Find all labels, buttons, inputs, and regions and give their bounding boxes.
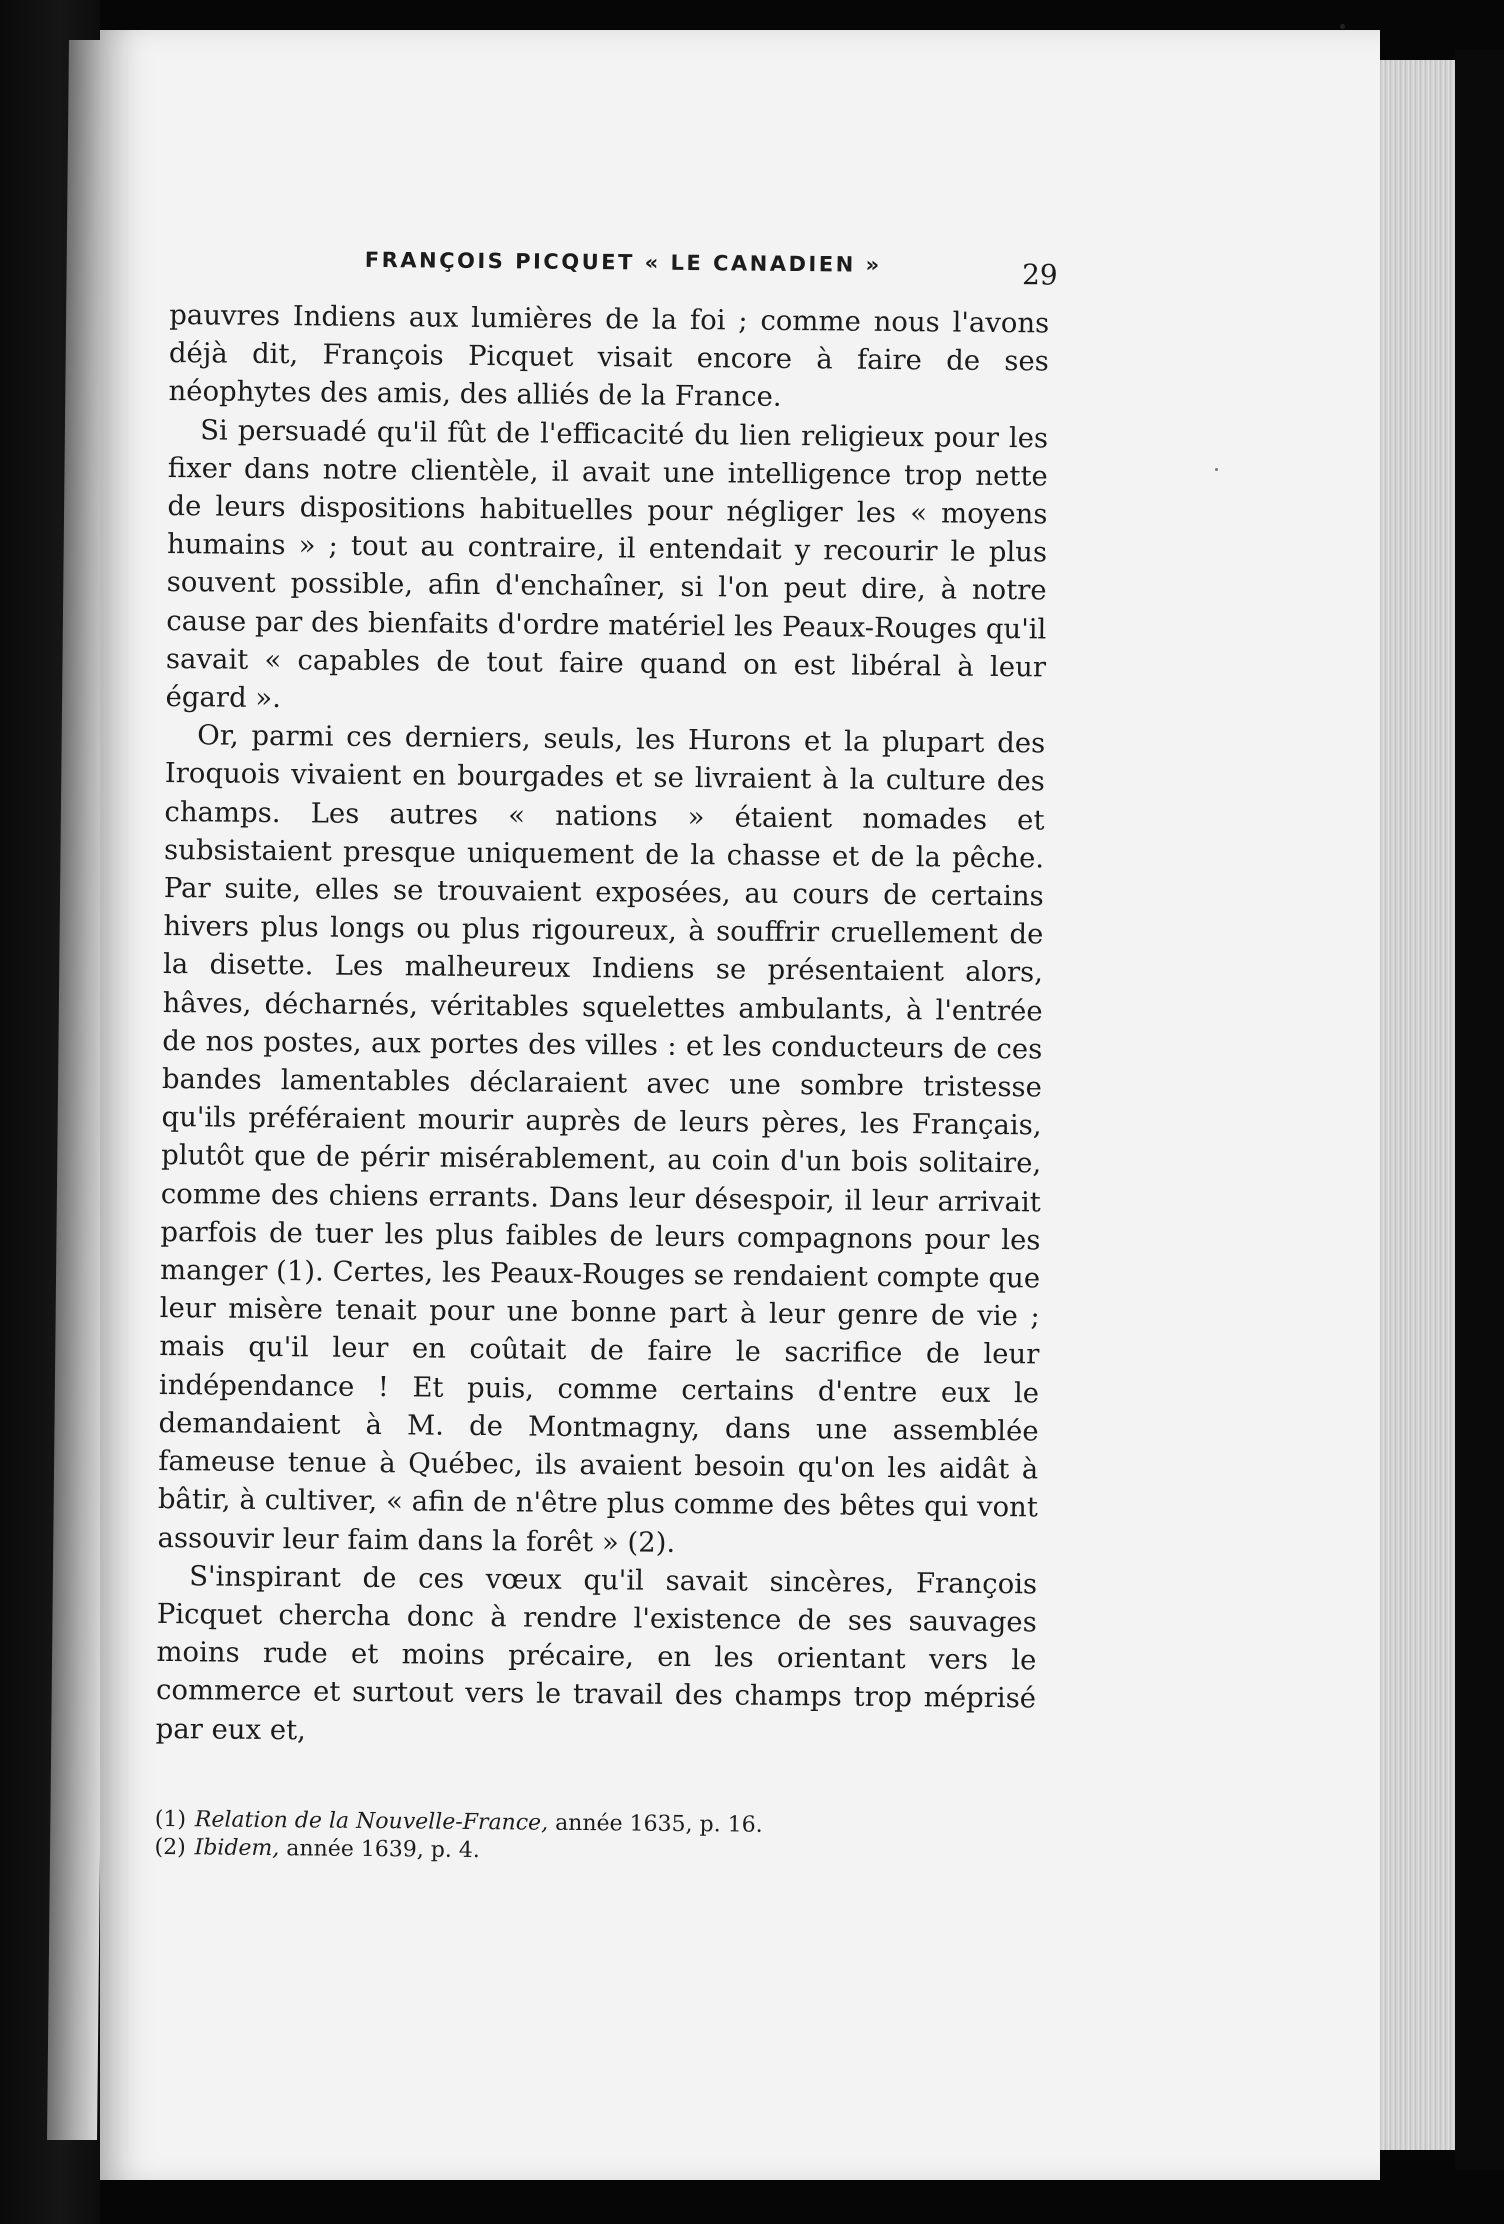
body-text [156, 296, 1050, 1756]
dust-speck [1340, 24, 1345, 29]
paragraph: Si persuadé qu'il fût de l'efficacité du lien religieux pour les fixer dans notre clientèle, il avait une intelligence trop nette de leurs dispositions habituelles pour négliger les « moyens humains » ; tout au contraire, il entendait y recourir le plus souvent possible, afin d'enchaîner, si l'on peut dire, à notre cause par des bienfaits d'ordre matériel les Peaux-Rouges qu'il savait « capables de tout faire quand on est libéral à leur égard ». [165, 413, 1049, 715]
paragraph: Or, parmi ces derniers, seuls, les Hurons et la plupart des Iroquois vivaient en bourgades et se livraient à la culture des champs. Les autres « nations » étaient nomades et subsistaient presque uniquement de la chasse et de la pêche. Par suite, elles se trouvaient exposées, au cours de certains hivers plus longs ou plus rigoureux, à souffrir cruellement de la disette. Les malheureux Indiens se présentaient alors, hâves, décharnés, véritables squelettes ambulants, à l'entrée de nos postes, aux portes des villes : et les conducteurs de ces bandes lamentables déclaraient avec une sombre tristesse qu'ils préféraient mourir auprès de leurs pères, les Français, plutôt que de périr misérablement, au coin d'un bois solitaire, comme des chiens errants. Dans leur désespoir, il leur arrivait parfois de tuer les plus faibles de leurs compagnons pour les manger (1). Certes, les Peaux-Rouges se rendaient compte que leur misère tenait pour une bonne part à leur genre de vie ; mais qu'il leur en coûtait de faire le sacrifice de leur indépendance ! Et puis, comme certains d'entre eux le demandaient à M. de Montmagny, dans une assemblée fameuse tenue à Québec, ils avaient besoin qu'on les aidât à bâtir, à cultiver, « afin de n'être plus comme des bêtes qui vont assouvir leur faim dans la forêt » (2). [157, 719, 1046, 1559]
footnote-mark: (1) [154, 1806, 187, 1832]
right-background [1455, 50, 1504, 2170]
page-content [154, 240, 1058, 1870]
footnote-title: Ibidem, [194, 1835, 280, 1861]
paragraph: S'inspirant de ces vœux qu'il savait sincères, François Picquet chercha donc à rendre l'existence de ses sauvages moins rude et moins précaire, en les orientant vers le commerce et surtout vers le travail des champs trop méprisé par eux et, [155, 1559, 1038, 1746]
footnote-title: Relation de la Nouvelle-France, [194, 1807, 549, 1836]
page-header [169, 240, 1058, 304]
running-head: FRANÇOIS PICQUET « LE CANADIEN » [364, 247, 882, 277]
footnote-detail: année 1635, p. 16. [548, 1810, 763, 1838]
page-number: 29 [1021, 258, 1058, 292]
footnotes [154, 1806, 1034, 1870]
footnote-detail: année 1639, p. 4. [279, 1835, 480, 1863]
footnote-mark: (2) [154, 1834, 186, 1860]
paragraph: pauvres Indiens aux lumières de la foi ; comme nous l'avons déjà dit, François Picquet visait encore à faire de ses néophytes des amis, des alliés de la France. [168, 298, 1050, 414]
dust-speck [1215, 468, 1218, 471]
